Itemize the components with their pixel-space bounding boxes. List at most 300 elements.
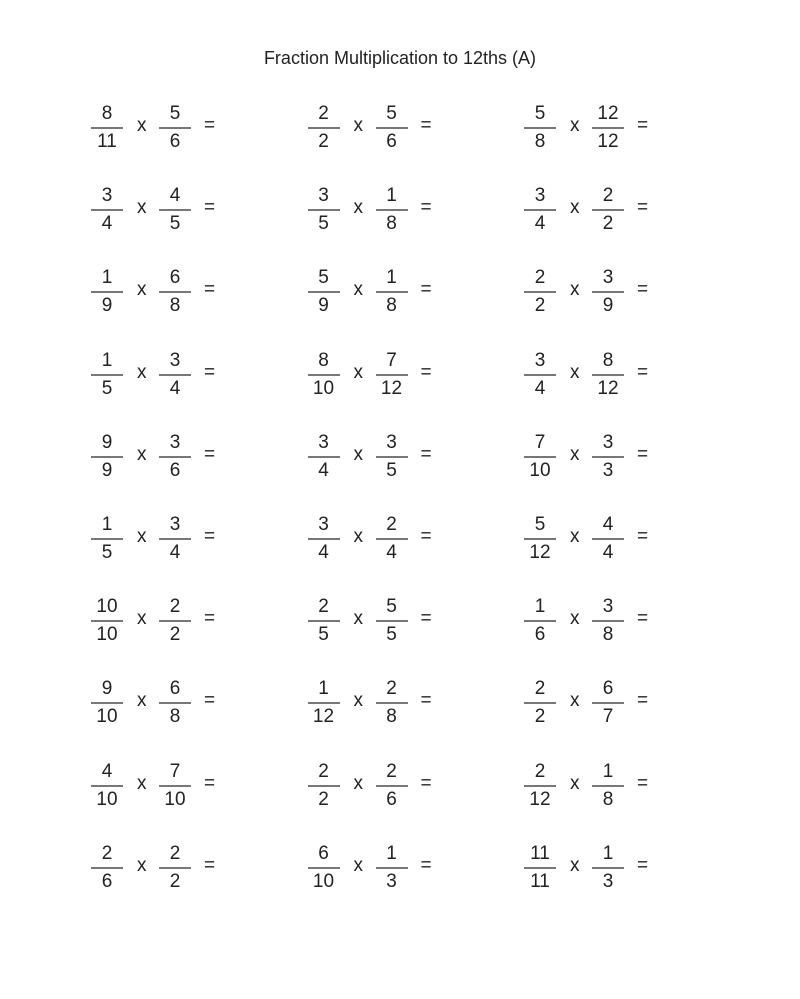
- denominator: 4: [318, 459, 329, 481]
- equals-sign: =: [420, 854, 432, 876]
- denominator: 12: [597, 131, 619, 152]
- first-fraction: [91, 838, 123, 898]
- denominator: 4: [318, 542, 329, 563]
- denominator: 8: [386, 706, 397, 728]
- fraction-bar: [159, 702, 191, 704]
- multiply-sign: x: [137, 279, 147, 301]
- denominator: 5: [101, 377, 113, 399]
- denominator: 6: [101, 870, 113, 892]
- numerator: 1: [386, 185, 397, 207]
- numerator: 2: [318, 103, 329, 124]
- multiply-sign: x: [137, 443, 147, 465]
- fraction-bar: [308, 127, 340, 129]
- first-fraction: [91, 345, 123, 405]
- multiply-sign: x: [570, 443, 580, 465]
- numerator: 3: [318, 514, 329, 535]
- numerator: 11: [530, 842, 550, 864]
- denominator: 5: [318, 624, 329, 646]
- denominator: 10: [96, 624, 118, 646]
- numerator: 2: [534, 760, 546, 782]
- second-fraction: [592, 345, 624, 405]
- first-fraction: [308, 345, 340, 405]
- denominator: 9: [101, 295, 113, 317]
- multiplication-problem: [308, 427, 488, 487]
- denominator: 9: [101, 459, 113, 481]
- fraction-bar: [308, 867, 340, 869]
- denominator: 4: [169, 377, 181, 399]
- multiplication-problem: [524, 673, 704, 733]
- numerator: 5: [386, 596, 397, 618]
- denominator: 10: [164, 788, 186, 810]
- multiply-sign: x: [570, 197, 580, 219]
- multiply-sign: x: [137, 526, 147, 547]
- first-fraction: [308, 673, 340, 733]
- second-fraction: [376, 673, 408, 733]
- second-fraction: [159, 345, 191, 405]
- multiplication-problem: [524, 345, 704, 405]
- numerator: 3: [169, 431, 181, 453]
- first-fraction: [91, 591, 123, 651]
- fraction-bar: [308, 456, 340, 458]
- first-fraction: [308, 262, 340, 322]
- numerator: 3: [318, 431, 329, 453]
- multiplication-problem: [91, 180, 271, 240]
- numerator: 1: [101, 349, 113, 371]
- multiply-sign: x: [353, 690, 363, 712]
- numerator: 8: [101, 103, 113, 124]
- fraction-bar: [91, 702, 123, 704]
- equals-sign: =: [637, 443, 649, 465]
- multiplication-problem: [524, 509, 704, 569]
- second-fraction: [159, 262, 191, 322]
- numerator: 1: [602, 842, 614, 864]
- denominator: 4: [386, 542, 397, 563]
- numerator: 1: [602, 760, 614, 782]
- fraction-bar: [308, 702, 340, 704]
- equals-sign: =: [420, 279, 432, 301]
- fraction-bar: [524, 291, 556, 293]
- multiply-sign: x: [353, 361, 363, 383]
- denominator: 8: [602, 788, 614, 810]
- equals-sign: =: [420, 690, 432, 712]
- multiplication-problem: [91, 673, 271, 733]
- worksheet-title: Fraction Multiplication to 12ths (A): [263, 48, 537, 68]
- fraction-bar: [592, 456, 624, 458]
- fraction-bar: [376, 374, 408, 376]
- denominator: 9: [602, 295, 614, 317]
- denominator: 5: [169, 213, 181, 235]
- multiplication-problem: [91, 509, 271, 569]
- denominator: 4: [534, 213, 546, 235]
- fraction-bar: [524, 785, 556, 787]
- denominator: 6: [169, 459, 181, 481]
- multiply-sign: x: [353, 197, 363, 219]
- equals-sign: =: [420, 608, 432, 630]
- numerator: 5: [169, 103, 181, 124]
- denominator: 8: [386, 295, 397, 317]
- numerator: 10: [96, 596, 118, 618]
- equals-sign: =: [637, 772, 649, 794]
- first-fraction: [91, 180, 123, 240]
- fraction-bar: [592, 374, 624, 376]
- numerator: 5: [318, 267, 329, 289]
- numerator: 6: [318, 842, 329, 864]
- denominator: 3: [386, 870, 397, 892]
- equals-sign: =: [204, 361, 216, 383]
- fraction-bar: [524, 209, 556, 211]
- multiply-sign: x: [570, 608, 580, 630]
- fraction-bar: [159, 620, 191, 622]
- first-fraction: [308, 838, 340, 898]
- numerator: 2: [386, 678, 397, 700]
- numerator: 1: [101, 267, 113, 289]
- multiplication-problem: [308, 591, 488, 651]
- equals-sign: =: [204, 608, 216, 630]
- multiply-sign: x: [137, 608, 147, 630]
- denominator: 3: [602, 459, 614, 481]
- fraction-bar: [91, 867, 123, 869]
- numerator: 2: [534, 267, 546, 289]
- second-fraction: [159, 98, 191, 158]
- denominator: 8: [169, 706, 181, 728]
- multiply-sign: x: [137, 690, 147, 712]
- equals-sign: =: [420, 772, 432, 794]
- first-fraction: [524, 509, 556, 569]
- second-fraction: [159, 591, 191, 651]
- denominator: 12: [529, 542, 551, 563]
- fraction-bar: [524, 702, 556, 704]
- equals-sign: =: [637, 690, 649, 712]
- multiply-sign: x: [353, 526, 363, 547]
- fraction-bar: [159, 209, 191, 211]
- second-fraction: [376, 756, 408, 816]
- multiplication-problem: [91, 756, 271, 816]
- denominator: 6: [534, 624, 546, 646]
- first-fraction: [524, 98, 556, 158]
- multiply-sign: x: [570, 279, 580, 301]
- fraction-bar: [308, 785, 340, 787]
- numerator: 2: [318, 760, 329, 782]
- numerator: 6: [169, 267, 181, 289]
- multiplication-problem: [91, 345, 271, 405]
- first-fraction: [524, 180, 556, 240]
- numerator: 3: [318, 185, 329, 207]
- equals-sign: =: [204, 526, 216, 547]
- first-fraction: [308, 427, 340, 487]
- second-fraction: [592, 509, 624, 569]
- fraction-bar: [159, 291, 191, 293]
- fraction-bar: [91, 374, 123, 376]
- first-fraction: [91, 98, 123, 158]
- denominator: 2: [169, 624, 181, 646]
- numerator: 9: [101, 678, 113, 700]
- fraction-bar: [376, 538, 408, 540]
- numerator: 3: [602, 267, 614, 289]
- fraction-bar: [376, 620, 408, 622]
- denominator: 8: [386, 213, 397, 235]
- numerator: 1: [386, 267, 397, 289]
- numerator: 2: [386, 760, 397, 782]
- fraction-bar: [159, 456, 191, 458]
- second-fraction: [592, 673, 624, 733]
- multiplication-problem: [524, 756, 704, 816]
- multiplication-problem: [91, 427, 271, 487]
- multiplication-problem: [524, 98, 704, 158]
- numerator: 4: [169, 185, 181, 207]
- fraction-bar: [308, 620, 340, 622]
- multiply-sign: x: [570, 690, 580, 712]
- numerator: 3: [169, 349, 181, 371]
- fraction-bar: [592, 867, 624, 869]
- second-fraction: [376, 262, 408, 322]
- fraction-bar: [592, 702, 624, 704]
- multiplication-problem: [308, 509, 488, 569]
- equals-sign: =: [637, 279, 649, 301]
- fraction-bar: [91, 291, 123, 293]
- fraction-bar: [592, 538, 624, 540]
- denominator: 12: [597, 377, 619, 399]
- denominator: 8: [534, 131, 546, 152]
- first-fraction: [91, 509, 123, 569]
- equals-sign: =: [420, 115, 432, 136]
- fraction-bar: [308, 209, 340, 211]
- equals-sign: =: [204, 443, 216, 465]
- multiply-sign: x: [570, 854, 580, 876]
- equals-sign: =: [204, 197, 216, 219]
- denominator: 12: [312, 706, 335, 728]
- multiply-sign: x: [353, 608, 363, 630]
- multiplication-problem: [308, 673, 488, 733]
- second-fraction: [376, 98, 408, 158]
- first-fraction: [524, 838, 556, 898]
- denominator: 2: [602, 213, 614, 235]
- multiplication-problem: [308, 98, 488, 158]
- numerator: 6: [169, 678, 181, 700]
- numerator: 2: [534, 678, 546, 700]
- first-fraction: [308, 509, 340, 569]
- second-fraction: [592, 262, 624, 322]
- fraction-bar: [524, 867, 556, 869]
- fraction-bar: [159, 867, 191, 869]
- second-fraction: [159, 180, 191, 240]
- numerator: 3: [602, 431, 614, 453]
- denominator: 11: [530, 870, 550, 892]
- numerator: 1: [318, 678, 329, 700]
- denominator: 5: [386, 459, 397, 481]
- fraction-bar: [308, 374, 340, 376]
- multiply-sign: x: [570, 115, 580, 136]
- denominator: 5: [318, 213, 329, 235]
- denominator: 2: [318, 788, 329, 810]
- second-fraction: [592, 98, 624, 158]
- equals-sign: =: [204, 279, 216, 301]
- denominator: 2: [169, 870, 181, 892]
- fraction-bar: [376, 867, 408, 869]
- denominator: 10: [312, 377, 335, 399]
- fraction-bar: [308, 291, 340, 293]
- denominator: 3: [602, 870, 614, 892]
- fraction-bar: [592, 127, 624, 129]
- numerator: 2: [169, 596, 181, 618]
- multiply-sign: x: [353, 772, 363, 794]
- second-fraction: [159, 427, 191, 487]
- denominator: 2: [534, 706, 546, 728]
- denominator: 2: [534, 295, 546, 317]
- equals-sign: =: [204, 854, 216, 876]
- fraction-bar: [159, 374, 191, 376]
- numerator: 3: [169, 514, 181, 535]
- second-fraction: [159, 756, 191, 816]
- multiplication-problem: [524, 180, 704, 240]
- denominator: 11: [97, 131, 117, 152]
- fraction-bar: [91, 456, 123, 458]
- second-fraction: [376, 427, 408, 487]
- multiplication-problem: [524, 838, 704, 898]
- second-fraction: [592, 756, 624, 816]
- denominator: 8: [169, 295, 181, 317]
- second-fraction: [376, 838, 408, 898]
- numerator: 4: [602, 514, 614, 535]
- numerator: 6: [602, 678, 614, 700]
- equals-sign: =: [204, 690, 216, 712]
- fraction-bar: [91, 538, 123, 540]
- equals-sign: =: [637, 197, 649, 219]
- fraction-bar: [308, 538, 340, 540]
- fraction-bar: [376, 291, 408, 293]
- numerator: 3: [101, 185, 113, 207]
- denominator: 7: [602, 706, 614, 728]
- equals-sign: =: [420, 443, 432, 465]
- multiply-sign: x: [570, 526, 580, 547]
- first-fraction: [91, 673, 123, 733]
- second-fraction: [592, 591, 624, 651]
- multiply-sign: x: [570, 772, 580, 794]
- multiply-sign: x: [353, 115, 363, 136]
- multiplication-problem: [308, 345, 488, 405]
- fraction-bar: [91, 785, 123, 787]
- first-fraction: [524, 591, 556, 651]
- second-fraction: [376, 180, 408, 240]
- second-fraction: [592, 427, 624, 487]
- fraction-bar: [159, 538, 191, 540]
- denominator: 5: [386, 624, 397, 646]
- equals-sign: =: [204, 772, 216, 794]
- denominator: 2: [318, 131, 329, 152]
- fraction-bar: [524, 538, 556, 540]
- multiply-sign: x: [353, 279, 363, 301]
- second-fraction: [159, 838, 191, 898]
- denominator: 5: [101, 542, 113, 563]
- denominator: 12: [380, 377, 403, 399]
- denominator: 10: [96, 706, 118, 728]
- multiply-sign: x: [137, 854, 147, 876]
- numerator: 5: [534, 103, 546, 124]
- fraction-bar: [376, 209, 408, 211]
- numerator: 4: [101, 760, 113, 782]
- equals-sign: =: [637, 526, 649, 547]
- numerator: 12: [597, 103, 619, 124]
- multiply-sign: x: [353, 443, 363, 465]
- second-fraction: [376, 509, 408, 569]
- fraction-bar: [91, 127, 123, 129]
- multiplication-problem: [524, 262, 704, 322]
- numerator: 3: [534, 349, 546, 371]
- second-fraction: [159, 509, 191, 569]
- denominator: 4: [101, 213, 113, 235]
- multiply-sign: x: [137, 197, 147, 219]
- numerator: 3: [534, 185, 546, 207]
- multiplication-problem: [91, 98, 271, 158]
- multiplication-problem: [91, 838, 271, 898]
- equals-sign: =: [637, 608, 649, 630]
- multiplication-problem: [524, 591, 704, 651]
- numerator: 1: [101, 514, 113, 535]
- multiplication-problem: [524, 427, 704, 487]
- fraction-bar: [592, 209, 624, 211]
- denominator: 9: [318, 295, 329, 317]
- denominator: 8: [602, 624, 614, 646]
- denominator: 4: [534, 377, 546, 399]
- numerator: 3: [386, 431, 397, 453]
- first-fraction: [308, 180, 340, 240]
- multiplication-problem: [91, 591, 271, 651]
- fraction-bar: [159, 785, 191, 787]
- first-fraction: [91, 262, 123, 322]
- numerator: 1: [534, 596, 546, 618]
- multiplication-problem: [308, 756, 488, 816]
- numerator: 8: [318, 349, 329, 371]
- numerator: 7: [534, 431, 546, 453]
- multiplication-problem: [91, 262, 271, 322]
- denominator: 6: [386, 788, 397, 810]
- multiplication-problem: [308, 180, 488, 240]
- first-fraction: [524, 262, 556, 322]
- equals-sign: =: [420, 526, 432, 547]
- multiply-sign: x: [353, 854, 363, 876]
- denominator: 4: [169, 542, 181, 563]
- first-fraction: [308, 98, 340, 158]
- second-fraction: [376, 591, 408, 651]
- first-fraction: [308, 756, 340, 816]
- multiply-sign: x: [137, 115, 147, 136]
- first-fraction: [524, 756, 556, 816]
- multiplication-problem: [308, 262, 488, 322]
- first-fraction: [308, 591, 340, 651]
- numerator: 2: [602, 185, 614, 207]
- first-fraction: [91, 756, 123, 816]
- fraction-bar: [524, 127, 556, 129]
- multiply-sign: x: [137, 772, 147, 794]
- numerator: 2: [386, 514, 397, 535]
- numerator: 3: [602, 596, 614, 618]
- fraction-bar: [376, 702, 408, 704]
- fraction-bar: [376, 456, 408, 458]
- fraction-bar: [524, 374, 556, 376]
- denominator: 10: [312, 870, 335, 892]
- first-fraction: [524, 345, 556, 405]
- fraction-bar: [592, 620, 624, 622]
- fraction-bar: [376, 127, 408, 129]
- equals-sign: =: [204, 115, 216, 136]
- second-fraction: [159, 673, 191, 733]
- first-fraction: [91, 427, 123, 487]
- denominator: 12: [529, 788, 551, 810]
- fraction-bar: [592, 291, 624, 293]
- equals-sign: =: [637, 854, 649, 876]
- numerator: 5: [534, 514, 546, 535]
- denominator: 6: [386, 131, 397, 152]
- numerator: 2: [169, 842, 181, 864]
